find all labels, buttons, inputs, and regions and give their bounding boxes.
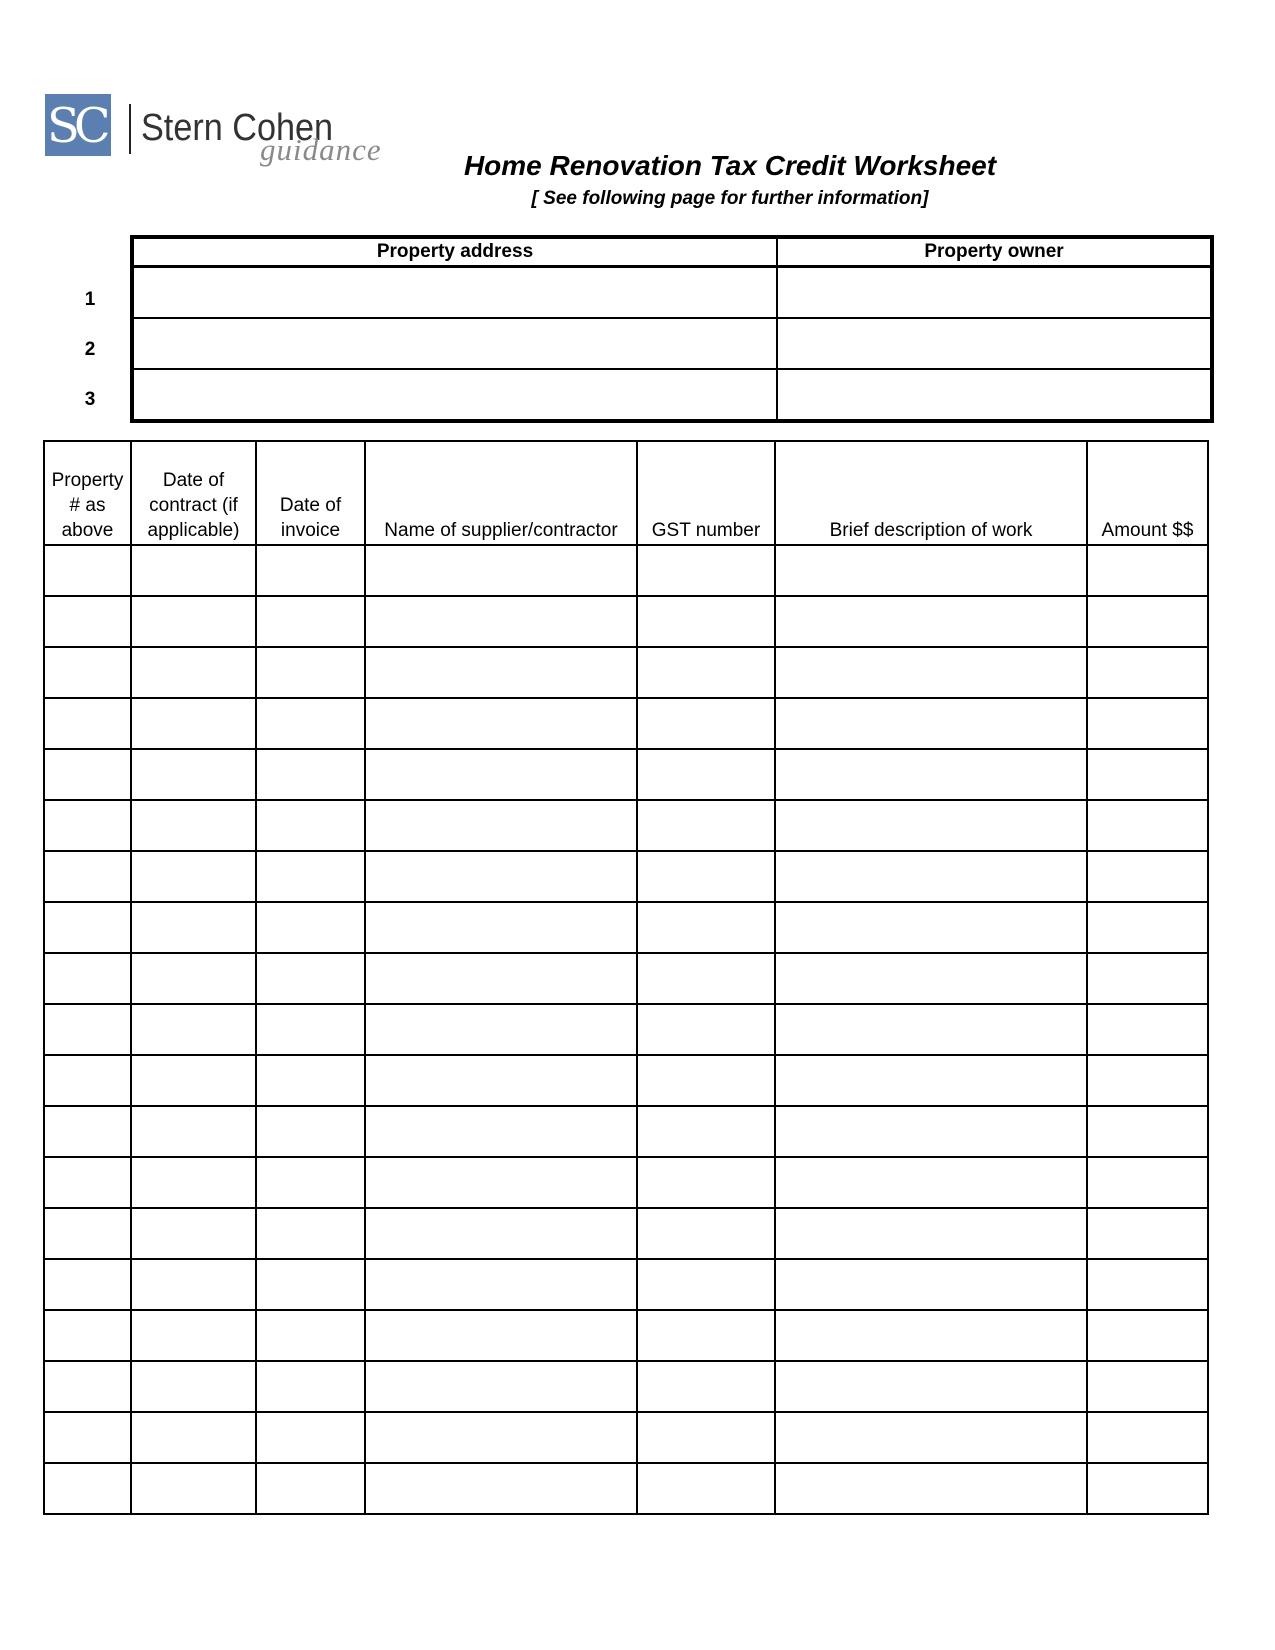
expense-row bbox=[44, 953, 1208, 1004]
supplier-name-cell[interactable] bbox=[365, 902, 637, 953]
invoice-date-cell[interactable] bbox=[256, 1208, 365, 1259]
invoice-date-cell[interactable] bbox=[256, 851, 365, 902]
work-description-cell[interactable] bbox=[775, 1412, 1087, 1463]
expense-row bbox=[44, 698, 1208, 749]
amount-header: Amount $$ bbox=[1087, 441, 1208, 545]
amount-cell[interactable] bbox=[1087, 596, 1208, 647]
gst-number-cell[interactable] bbox=[637, 851, 775, 902]
amount-cell[interactable] bbox=[1087, 647, 1208, 698]
work-description-cell[interactable] bbox=[775, 1106, 1087, 1157]
invoice-date-cell[interactable] bbox=[256, 1157, 365, 1208]
property-number-cell[interactable] bbox=[44, 1463, 131, 1514]
property-owner-field[interactable] bbox=[777, 318, 1211, 369]
gst-number-cell[interactable] bbox=[637, 1157, 775, 1208]
expense-row bbox=[44, 800, 1208, 851]
gst-number-cell[interactable] bbox=[637, 698, 775, 749]
invoice-date-cell[interactable] bbox=[256, 749, 365, 800]
property-number-cell[interactable] bbox=[44, 596, 131, 647]
invoice-date-cell[interactable] bbox=[256, 1004, 365, 1055]
contract-date-cell[interactable] bbox=[131, 1208, 256, 1259]
contract-date-cell[interactable] bbox=[131, 1106, 256, 1157]
expense-row bbox=[44, 647, 1208, 698]
work-description-cell[interactable] bbox=[775, 749, 1087, 800]
gst-number-cell[interactable] bbox=[637, 1463, 775, 1514]
property-number-cell[interactable] bbox=[44, 1055, 131, 1106]
gst-number-header: GST number bbox=[637, 441, 775, 545]
property-number-cell[interactable] bbox=[44, 1259, 131, 1310]
contract-date-cell[interactable] bbox=[131, 698, 256, 749]
invoice-date-cell[interactable] bbox=[256, 1310, 365, 1361]
gst-number-cell[interactable] bbox=[637, 902, 775, 953]
work-description-cell[interactable] bbox=[775, 647, 1087, 698]
supplier-name-cell[interactable] bbox=[365, 749, 637, 800]
property-number-cell[interactable] bbox=[44, 647, 131, 698]
property-number-cell[interactable] bbox=[44, 1106, 131, 1157]
work-description-cell[interactable] bbox=[775, 545, 1087, 596]
supplier-name-cell[interactable] bbox=[365, 1055, 637, 1106]
invoice-date-cell[interactable] bbox=[256, 545, 365, 596]
property-address-field[interactable] bbox=[133, 318, 777, 369]
expense-row bbox=[44, 1208, 1208, 1259]
work-description-cell[interactable] bbox=[775, 1157, 1087, 1208]
expense-row bbox=[44, 1055, 1208, 1106]
company-logo bbox=[45, 94, 383, 174]
property-number-cell[interactable] bbox=[44, 545, 131, 596]
logo-company-name: Stern Cohen bbox=[141, 107, 334, 149]
invoice-date-header: Date of invoice bbox=[256, 441, 365, 545]
expense-row bbox=[44, 1004, 1208, 1055]
property-row-number-2: 2 bbox=[84, 339, 96, 360]
amount-cell[interactable] bbox=[1087, 953, 1208, 1004]
contract-date-header: Date of contract (if applicable) bbox=[131, 441, 256, 545]
work-description-cell[interactable] bbox=[775, 1055, 1087, 1106]
expense-table-body bbox=[44, 545, 1208, 1514]
property-row bbox=[133, 369, 1211, 420]
expense-row bbox=[44, 851, 1208, 902]
page-title: Home Renovation Tax Credit Worksheet bbox=[463, 150, 997, 181]
supplier-name-cell[interactable] bbox=[365, 1157, 637, 1208]
amount-cell[interactable] bbox=[1087, 1004, 1208, 1055]
expense-row bbox=[44, 596, 1208, 647]
gst-number-cell[interactable] bbox=[637, 1208, 775, 1259]
logo-mark-text: SC bbox=[47, 98, 105, 154]
property-number-cell[interactable] bbox=[44, 1361, 131, 1412]
amount-cell[interactable] bbox=[1087, 851, 1208, 902]
supplier-name-cell[interactable] bbox=[365, 1412, 637, 1463]
invoice-date-cell[interactable] bbox=[256, 1106, 365, 1157]
gst-number-cell[interactable] bbox=[637, 1361, 775, 1412]
amount-cell[interactable] bbox=[1087, 1157, 1208, 1208]
gst-number-cell[interactable] bbox=[637, 1310, 775, 1361]
supplier-name-cell[interactable] bbox=[365, 800, 637, 851]
amount-cell[interactable] bbox=[1087, 749, 1208, 800]
contract-date-cell[interactable] bbox=[131, 953, 256, 1004]
supplier-name-cell[interactable] bbox=[365, 1310, 637, 1361]
amount-cell[interactable] bbox=[1087, 1106, 1208, 1157]
contract-date-cell[interactable] bbox=[131, 1055, 256, 1106]
supplier-name-cell[interactable] bbox=[365, 596, 637, 647]
property-number-cell[interactable] bbox=[44, 800, 131, 851]
contract-date-cell[interactable] bbox=[131, 1361, 256, 1412]
work-description-cell[interactable] bbox=[775, 953, 1087, 1004]
logo-tagline: guidance bbox=[260, 132, 382, 167]
gst-number-cell[interactable] bbox=[637, 596, 775, 647]
gst-number-cell[interactable] bbox=[637, 953, 775, 1004]
property-number-cell[interactable] bbox=[44, 851, 131, 902]
expense-row bbox=[44, 1310, 1208, 1361]
supplier-name-cell[interactable] bbox=[365, 1004, 637, 1055]
property-number-cell[interactable] bbox=[44, 698, 131, 749]
gst-number-cell[interactable] bbox=[637, 1412, 775, 1463]
work-description-cell[interactable] bbox=[775, 851, 1087, 902]
amount-cell[interactable] bbox=[1087, 1208, 1208, 1259]
supplier-name-cell[interactable] bbox=[365, 1259, 637, 1310]
contract-date-cell[interactable] bbox=[131, 749, 256, 800]
expense-row bbox=[44, 902, 1208, 953]
supplier-name-cell[interactable] bbox=[365, 851, 637, 902]
invoice-date-cell[interactable] bbox=[256, 953, 365, 1004]
invoice-date-cell[interactable] bbox=[256, 1463, 365, 1514]
property-owner-field[interactable] bbox=[777, 369, 1211, 420]
work-description-cell[interactable] bbox=[775, 800, 1087, 851]
property-table-header-row bbox=[133, 238, 1211, 267]
logo-divider bbox=[129, 104, 131, 154]
amount-cell[interactable] bbox=[1087, 545, 1208, 596]
amount-cell[interactable] bbox=[1087, 1310, 1208, 1361]
property-owner-header: Property owner bbox=[777, 238, 1211, 267]
gst-number-cell[interactable] bbox=[637, 1259, 775, 1310]
property-address-header: Property address bbox=[133, 238, 777, 267]
supplier-name-cell[interactable] bbox=[365, 698, 637, 749]
invoice-date-cell[interactable] bbox=[256, 1259, 365, 1310]
property-address-field[interactable] bbox=[133, 369, 777, 420]
property-number-cell[interactable] bbox=[44, 1412, 131, 1463]
contract-date-cell[interactable] bbox=[131, 1463, 256, 1514]
amount-cell[interactable] bbox=[1087, 800, 1208, 851]
expense-table bbox=[43, 440, 1209, 1515]
expense-row bbox=[44, 545, 1208, 596]
property-number-cell[interactable] bbox=[44, 1208, 131, 1259]
gst-number-cell[interactable] bbox=[637, 647, 775, 698]
property-number-header: Property # as above bbox=[44, 441, 131, 545]
amount-cell[interactable] bbox=[1087, 1463, 1208, 1514]
invoice-date-cell[interactable] bbox=[256, 1412, 365, 1463]
page-subtitle: [ See following page for further information] bbox=[531, 188, 929, 209]
work-description-cell[interactable] bbox=[775, 596, 1087, 647]
contract-date-cell[interactable] bbox=[131, 851, 256, 902]
invoice-date-cell[interactable] bbox=[256, 800, 365, 851]
work-description-cell[interactable] bbox=[775, 1310, 1087, 1361]
supplier-name-cell[interactable] bbox=[365, 1106, 637, 1157]
contract-date-cell[interactable] bbox=[131, 1310, 256, 1361]
contract-date-cell[interactable] bbox=[131, 1157, 256, 1208]
work-description-cell[interactable] bbox=[775, 1463, 1087, 1514]
contract-date-cell[interactable] bbox=[131, 902, 256, 953]
amount-cell[interactable] bbox=[1087, 1412, 1208, 1463]
amount-cell[interactable] bbox=[1087, 1259, 1208, 1310]
supplier-name-cell[interactable] bbox=[365, 1361, 637, 1412]
work-description-header: Brief description of work bbox=[775, 441, 1087, 545]
property-number-cell[interactable] bbox=[44, 1004, 131, 1055]
work-description-cell[interactable] bbox=[775, 1361, 1087, 1412]
logo-mark-box bbox=[45, 94, 111, 156]
work-description-cell[interactable] bbox=[775, 1208, 1087, 1259]
work-description-cell[interactable] bbox=[775, 902, 1087, 953]
property-address-field[interactable] bbox=[133, 267, 777, 319]
property-number-cell[interactable] bbox=[44, 1310, 131, 1361]
property-row-number-1: 1 bbox=[84, 289, 96, 310]
supplier-name-cell[interactable] bbox=[365, 545, 637, 596]
gst-number-cell[interactable] bbox=[637, 1004, 775, 1055]
gst-number-cell[interactable] bbox=[637, 545, 775, 596]
amount-cell[interactable] bbox=[1087, 1361, 1208, 1412]
property-number-cell[interactable] bbox=[44, 953, 131, 1004]
supplier-name-cell[interactable] bbox=[365, 1208, 637, 1259]
gst-number-cell[interactable] bbox=[637, 749, 775, 800]
expense-row bbox=[44, 1463, 1208, 1514]
invoice-date-cell[interactable] bbox=[256, 647, 365, 698]
expense-row bbox=[44, 749, 1208, 800]
contract-date-cell[interactable] bbox=[131, 1004, 256, 1055]
supplier-name-header: Name of supplier/contractor bbox=[365, 441, 637, 545]
invoice-date-cell[interactable] bbox=[256, 1055, 365, 1106]
contract-date-cell[interactable] bbox=[131, 647, 256, 698]
property-table bbox=[132, 237, 1212, 421]
contract-date-cell[interactable] bbox=[131, 800, 256, 851]
gst-number-cell[interactable] bbox=[637, 1106, 775, 1157]
contract-date-cell[interactable] bbox=[131, 1259, 256, 1310]
gst-number-cell[interactable] bbox=[637, 800, 775, 851]
invoice-date-cell[interactable] bbox=[256, 1361, 365, 1412]
invoice-date-cell[interactable] bbox=[256, 596, 365, 647]
expense-row bbox=[44, 1106, 1208, 1157]
expense-row bbox=[44, 1157, 1208, 1208]
contract-date-cell[interactable] bbox=[131, 545, 256, 596]
invoice-date-cell[interactable] bbox=[256, 698, 365, 749]
amount-cell[interactable] bbox=[1087, 902, 1208, 953]
amount-cell[interactable] bbox=[1087, 698, 1208, 749]
work-description-cell[interactable] bbox=[775, 1259, 1087, 1310]
property-row bbox=[133, 267, 1211, 319]
supplier-name-cell[interactable] bbox=[365, 647, 637, 698]
property-number-cell[interactable] bbox=[44, 1157, 131, 1208]
contract-date-cell[interactable] bbox=[131, 1412, 256, 1463]
supplier-name-cell[interactable] bbox=[365, 1463, 637, 1514]
work-description-cell[interactable] bbox=[775, 698, 1087, 749]
property-number-cell[interactable] bbox=[44, 902, 131, 953]
expense-row bbox=[44, 1361, 1208, 1412]
property-number-cell[interactable] bbox=[44, 749, 131, 800]
work-description-cell[interactable] bbox=[775, 1004, 1087, 1055]
expense-table-header-row bbox=[44, 441, 1208, 545]
supplier-name-cell[interactable] bbox=[365, 953, 637, 1004]
amount-cell[interactable] bbox=[1087, 1055, 1208, 1106]
gst-number-cell[interactable] bbox=[637, 1055, 775, 1106]
property-owner-field[interactable] bbox=[777, 267, 1211, 319]
property-row-number-3: 3 bbox=[84, 389, 96, 410]
expense-row bbox=[44, 1259, 1208, 1310]
property-row bbox=[133, 318, 1211, 369]
contract-date-cell[interactable] bbox=[131, 596, 256, 647]
expense-row bbox=[44, 1412, 1208, 1463]
invoice-date-cell[interactable] bbox=[256, 902, 365, 953]
